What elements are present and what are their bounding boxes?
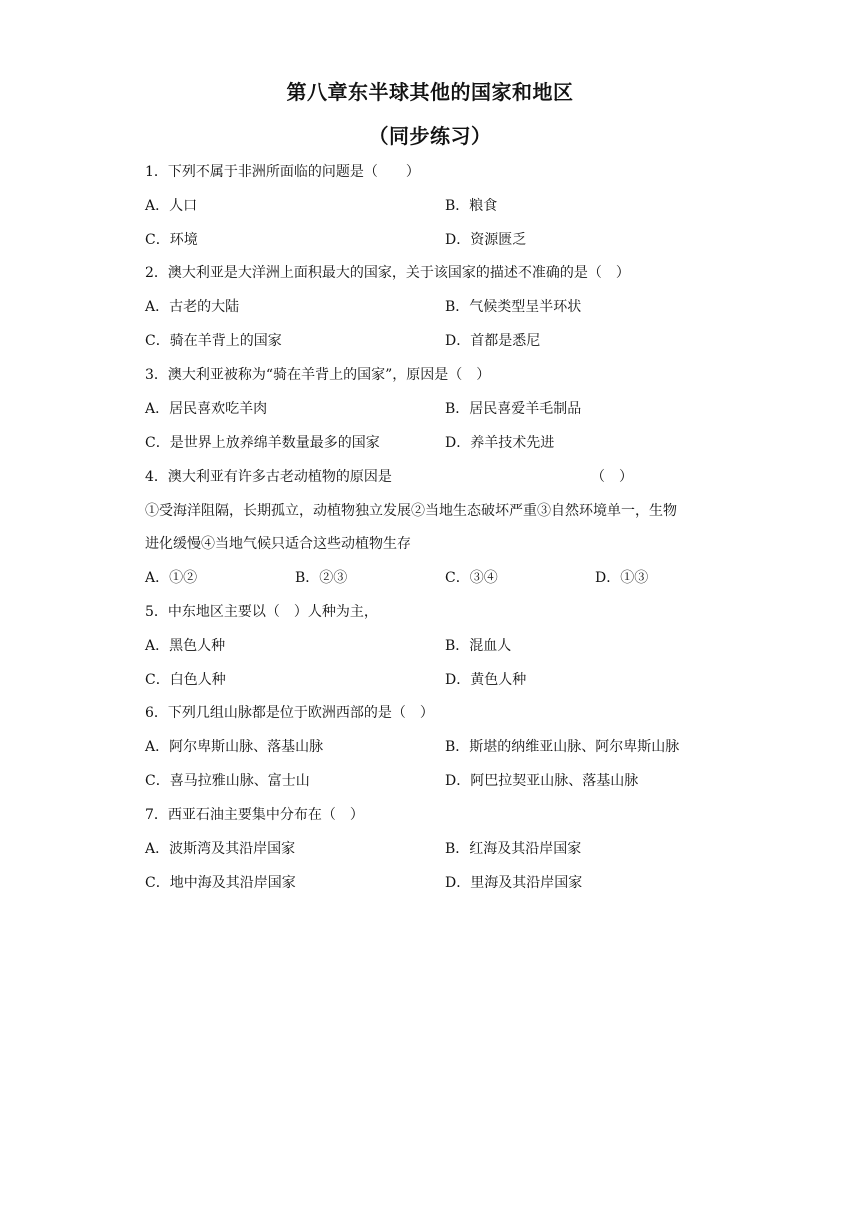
question-4-stem: 4．澳大利亚有许多古老动植物的原因是	[145, 469, 392, 485]
question-5-option-d: D．黄色人种	[445, 672, 527, 688]
question-7-option-c: C．地中海及其沿岸国家	[145, 875, 296, 891]
question-4-body-line-1: ①受海洋阻隔，长期孤立，动植物独立发展②当地生态破坏严重③自然环境单一，生物	[145, 503, 677, 519]
question-2-option-a: A．古老的大陆	[145, 299, 240, 315]
question-1-option-c: C．环境	[145, 232, 198, 248]
question-4-answer-paren: （ ）	[591, 469, 633, 485]
document-title: 第八章东半球其他的国家和地区	[286, 80, 574, 104]
question-5-option-c: C．白色人种	[145, 672, 226, 688]
question-4-option-a: A．①②	[145, 570, 198, 586]
question-1-option-a: A．人口	[145, 198, 198, 214]
question-4-option-b: B．②③	[295, 570, 348, 586]
question-3-option-a: A．居民喜欢吃羊肉	[145, 401, 268, 417]
document-subtitle: （同步练习）	[368, 124, 492, 148]
question-1-option-d: D．资源匮乏	[445, 232, 527, 248]
question-2-stem: 2．澳大利亚是大洋洲上面积最大的国家，关于该国家的描述不准确的是（ ）	[145, 265, 630, 281]
question-3-option-b: B．居民喜爱羊毛制品	[445, 401, 582, 417]
question-7-stem: 7．西亚石油主要集中分布在（ ）	[145, 807, 364, 823]
question-6-option-a: A．阿尔卑斯山脉、落基山脉	[145, 739, 324, 755]
question-2-option-d: D．首都是悉尼	[445, 333, 541, 349]
question-4-option-d: D．①③	[595, 570, 649, 586]
question-3-stem: 3．澳大利亚被称为“骑在羊背上的国家”，原因是（ ）	[145, 367, 491, 383]
question-2-option-c: C．骑在羊背上的国家	[145, 333, 282, 349]
question-5-option-a: A．黑色人种	[145, 638, 226, 654]
question-7-option-b: B．红海及其沿岸国家	[445, 841, 582, 857]
question-3-option-d: D．养羊技术先进	[445, 435, 555, 451]
question-1-option-b: B．粮食	[445, 198, 498, 214]
question-6-stem: 6．下列几组山脉都是位于欧洲西部的是（ ）	[145, 705, 434, 721]
question-6-option-b: B．斯堪的纳维亚山脉、阿尔卑斯山脉	[445, 739, 680, 755]
question-5-stem: 5．中东地区主要以（ ）人种为主，	[145, 604, 378, 620]
question-3-option-c: C．是世界上放养绵羊数量最多的国家	[145, 435, 380, 451]
question-4-body-line-2: 进化缓慢④当地气候只适合这些动植物生存	[145, 536, 411, 552]
question-7-option-d: D．里海及其沿岸国家	[445, 875, 583, 891]
question-2-option-b: B．气候类型呈半环状	[445, 299, 582, 315]
question-5-option-b: B．混血人	[445, 638, 512, 654]
question-7-option-a: A．波斯湾及其沿岸国家	[145, 841, 296, 857]
question-6-option-c: C．喜马拉雅山脉、富士山	[145, 773, 310, 789]
question-1-stem: 1．下列不属于非洲所面临的问题是（ ）	[145, 164, 420, 180]
question-6-option-d: D．阿巴拉契亚山脉、落基山脉	[445, 773, 639, 789]
question-4-option-c: C．③④	[445, 570, 498, 586]
